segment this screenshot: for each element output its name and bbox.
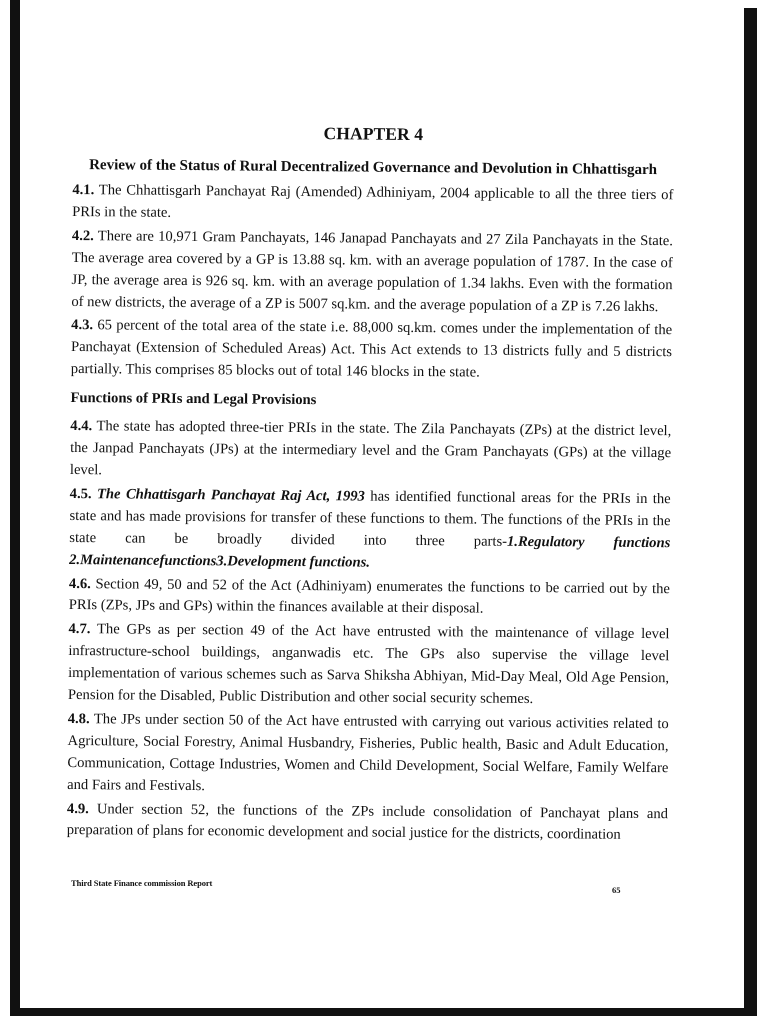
paragraph-4-4 [70, 416, 672, 487]
footer-report-title: Third State Finance commission Report [71, 878, 213, 888]
paragraph-text: There are 10,971 Gram Panchayats, 146 Janapad Panchayats and 27 Zila Panchayats in the State. The average area covered by a GP is 13.88 sq. km. with an average population of 1787. In the case of JP, the average area is 926 sq. km. with an average population of 1.34 lakhs. Even with the formation of new districts, the average of a ZP is 5007 sq.km. and the average population of a ZP is 7.26 lakhs. [71, 227, 674, 315]
paragraph-text: Section 49, 50 and 52 of the Act (Adhiniyam) enumerates the functions to be carried out by the PRIs (ZPs, JPs and GPs) within the finances available at their disposal. [68, 575, 670, 618]
paragraph-number: 4.6. [68, 575, 91, 592]
paragraph-4-1 [72, 180, 673, 229]
paragraph-number: 4.1. [72, 181, 95, 199]
paragraph-number: 4.3. [71, 317, 94, 334]
paragraph-text: 65 percent of the total area of the state i.e. 88,000 sq.km. comes under the implementation of the Panchayat (Extension of Scheduled Areas) Act. This Act extends to 13 districts fully and 5 districts partially. This comprises 85 blocks out of total 146 blocks in the state. [70, 317, 673, 381]
paragraph-number: 4.5. [69, 485, 92, 503]
paragraph-number: 4.2. [71, 227, 94, 244]
paragraph-4-7 [68, 619, 670, 712]
paragraph-4-8 [67, 709, 669, 802]
footer-page-number: 65 [612, 885, 621, 895]
paragraph-number: 4.8. [67, 710, 90, 728]
document-page [67, 118, 674, 850]
chapter-subtitle: Review of the Status of Rural Decentralized Governance and Devolution in Chhattisgarh [89, 157, 658, 179]
chapter-title: CHAPTER 4 [323, 123, 424, 145]
act-name: The Chhattisgarh Panchayat Raj Act, 1993 [91, 486, 365, 505]
paragraph-4-2 [71, 226, 673, 319]
function-parts: 1.Regulatory functions 2.Maintenancefunctions3.Development functions. [69, 533, 671, 571]
paragraph-text: The GPs as per section 49 of the Act have entrusted with the maintenance of village level infrastructure-school buildings, anganwadis etc. The GPs also supervise the village level implementation of various schemes such as Sarva Shiksha Abhiyan, Mid-Day Meal, Old Age Pension, Pension for the Disabled, Public Distribution and other social security schemes. [67, 621, 670, 708]
scan-border-left [10, 0, 20, 1016]
paragraph-text: The state has adopted three-tier PRIs in the state. The Zila Panchayats (ZPs) at the district level, the Janpad Panchayats (JPs) at the intermediary level and the Gram Panchayats (GPs) at the village level. [69, 418, 672, 479]
paragraph-text: Under section 52, the functions of the ZPs include consolidation of Panchayat plans and preparation of plans for economic development and social justice for the districts, coordination [66, 800, 669, 844]
paragraph-number: 4.4. [70, 418, 93, 435]
paragraph-4-3 [71, 315, 673, 386]
paragraph-4-6 [69, 573, 670, 622]
paragraph-number: 4.7. [68, 621, 91, 638]
scan-border-bottom [10, 1008, 757, 1016]
scan-border-right [744, 8, 757, 1016]
paragraph-4-9 [67, 799, 668, 848]
paragraph-text: The JPs under section 50 of the Act have entrusted with carrying out various activities related to Agriculture, Social Forestry, Animal Husbandry, Fisheries, Public health, Basic and Adult Education, Communication, Cottage Industries, Women and Child Development, Social Welfare, Family Welfare and Fairs and Festivals. [67, 711, 669, 794]
section-heading: Functions of PRIs and Legal Provisions [70, 390, 317, 409]
paragraph-4-5 [69, 484, 671, 577]
paragraph-text: has identified functional areas for the PRIs in the state and has made provisions for transfer of these functions to them. The functions of the PRIs in the state can be broadly divided into three parts- [69, 488, 671, 550]
paragraph-number: 4.9. [66, 800, 89, 817]
paragraph-text: The Chhattisgarh Panchayat Raj (Amended) Adhiniyam, 2004 applicable to all the three tiers of PRIs in the state. [72, 182, 674, 221]
